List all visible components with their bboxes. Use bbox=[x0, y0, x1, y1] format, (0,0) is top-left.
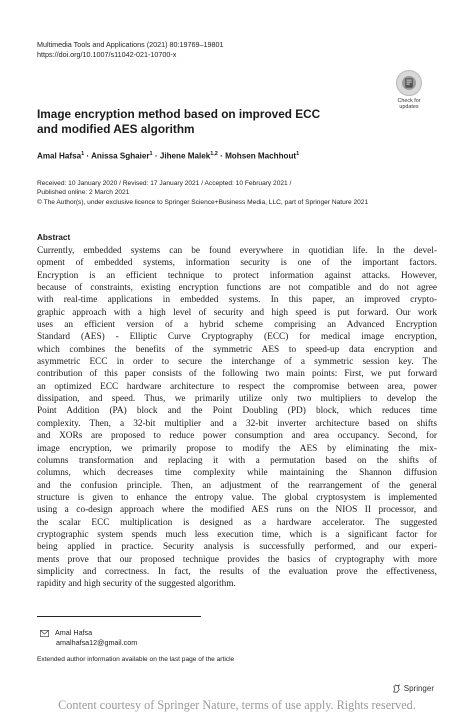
author-name[interactable]: Mohsen Machhout bbox=[225, 151, 297, 161]
abstract-line: contribution of this paper consists of the following two main points: First, we put forward bbox=[37, 369, 437, 380]
author-separator: · bbox=[86, 151, 90, 161]
author-name[interactable]: Amal Hafsa bbox=[37, 151, 82, 161]
abstract-body bbox=[37, 245, 437, 591]
author-affiliation: 1 bbox=[296, 151, 300, 157]
author-name[interactable]: Jihene Malek bbox=[159, 151, 211, 161]
check-for-updates-badge[interactable] bbox=[394, 70, 424, 110]
journal-citation: Multimedia Tools and Applications (2021) 80:19769–19801 bbox=[37, 40, 224, 49]
abstract-line: asymmetric ECC in order to secure the interchange of a symmetric session key. The bbox=[37, 357, 437, 368]
springer-horse-icon bbox=[392, 684, 401, 693]
publisher-name: Springer bbox=[403, 684, 434, 693]
abstract-line: and the confusion principle. Then, an adjustment of the rearrangement of the general bbox=[37, 480, 437, 491]
courtesy-watermark: Content courtesy of Springer Nature, terms of use apply. Rights reserved. bbox=[58, 698, 416, 712]
abstract-line: and XORs are proposed to reduce power consumption and area occupancy. Second, for bbox=[37, 431, 437, 442]
abstract-line: Point Addition (PA) block and the Point Doubling (PD) block, which reduces time bbox=[37, 406, 437, 417]
author-separator: · bbox=[154, 151, 158, 161]
published-online: Published online: 2 March 2021 bbox=[37, 189, 130, 197]
abstract-line: cryptographic system spends much less execution time, which is a significant factor for bbox=[37, 529, 437, 540]
abstract-line: columns transformation and replacing it with a permutation based on the shifts of bbox=[37, 455, 437, 466]
contact-name: Amal Hafsa bbox=[55, 628, 93, 637]
abstract-line: because of constraints, existing encryption functions are not compatible and do not agree bbox=[37, 283, 437, 294]
copyright-line: © The Author(s), under exclusive licence to Springer Science+Business Media, LLC, part of Springer Nature 2021 bbox=[37, 198, 369, 206]
article-title: Image encryption method based on improved ECC and modified AES algorithm bbox=[37, 107, 321, 136]
journal-header bbox=[37, 40, 223, 59]
abstract-line: Encryption is an efficient technique to protect information against attacks. However, bbox=[37, 270, 437, 281]
author-name[interactable]: Anissa Sghaier bbox=[91, 151, 150, 161]
abstract-line: image encryption, we primarily propose to modify the AES by eliminating the mix- bbox=[37, 443, 437, 454]
publisher-logo bbox=[392, 684, 434, 693]
abstract-line: simplicity and correctness. In fact, the results of the evaluation prove the effectiveness, bbox=[37, 566, 437, 577]
abstract-line: opment of embedded systems, information security is one of the important factors. bbox=[37, 258, 437, 269]
abstract-line: which combines the benefits of the symmetric AES to speed-up data encryption and bbox=[37, 344, 437, 355]
abstract-line: columns, which decreases time complexity while maintaining the Shannon diffusion bbox=[37, 468, 437, 479]
abstract-line: complexity. Then, a 32-bit multiplier and a 32-bit inverter architecture based on shifts bbox=[37, 418, 437, 429]
abstract-line: an optimized ECC hardware architecture to respect the compromise between area, power bbox=[37, 381, 437, 392]
badge-label: Check for updates bbox=[397, 98, 421, 110]
author-list bbox=[37, 151, 299, 161]
abstract-line: rapidity and high security of the suggested algorithm. bbox=[37, 579, 236, 590]
abstract-heading: Abstract bbox=[37, 233, 71, 242]
abstract-line: Currently, embedded systems can be found everywhere in quotidian life. In the devel- bbox=[37, 246, 437, 256]
abstract-line: Standard (AES) - Elliptic Curve Cryptography (ECC) for medical image encryption, bbox=[37, 332, 437, 343]
abstract-line: using a co-design approach where the modified AES runs on the NIOS II processor, and bbox=[37, 505, 437, 516]
abstract-line: dissipation, and speed. Thus, we primarily utilize only two multipliers to develop the bbox=[37, 394, 437, 405]
doi-link[interactable]: https://doi.org/10.1007/s11042-021-10700-x bbox=[37, 49, 177, 59]
publication-dates bbox=[37, 179, 368, 207]
contact-email[interactable]: amalhafsa12@gmail.com bbox=[56, 637, 138, 647]
abstract-line: with real-time applications in embedded systems. In this paper, an improved crypto- bbox=[37, 295, 437, 306]
abstract-line: graphic approach with a high level of security and high speed is put forward. Our work bbox=[37, 307, 437, 318]
corresponding-author bbox=[40, 628, 137, 647]
abstract-line: the scalar ECC multiplication is designed as a hardware accelerator. The suggested bbox=[37, 517, 437, 528]
author-affiliation: 1 bbox=[81, 151, 85, 157]
author-affiliation: 1,2 bbox=[210, 151, 218, 157]
abstract-line: uses an efficient version of a hybrid scheme comprising an Advanced Encryption bbox=[37, 320, 437, 331]
history-dates: Received: 10 January 2020 / Revised: 17 January 2021 / Accepted: 10 February 2021 / bbox=[37, 180, 292, 187]
author-info-footnote: Extended author information available on the last page of the article bbox=[37, 656, 235, 663]
envelope-icon bbox=[40, 630, 49, 637]
abstract-line: structure is given to enhance the entropy value. The global cryptosystem is implemented bbox=[37, 492, 437, 503]
author-separator: · bbox=[220, 151, 223, 161]
abstract-line: being applied in practice. Security analysis is successfully performed, and our experi- bbox=[37, 542, 437, 553]
check-for-updates-icon bbox=[396, 70, 422, 96]
text-underline bbox=[37, 616, 201, 617]
author-affiliation: 1 bbox=[149, 151, 153, 157]
abstract-line: ments prove that our proposed technique provides the basics of cryptography with more bbox=[37, 554, 437, 565]
